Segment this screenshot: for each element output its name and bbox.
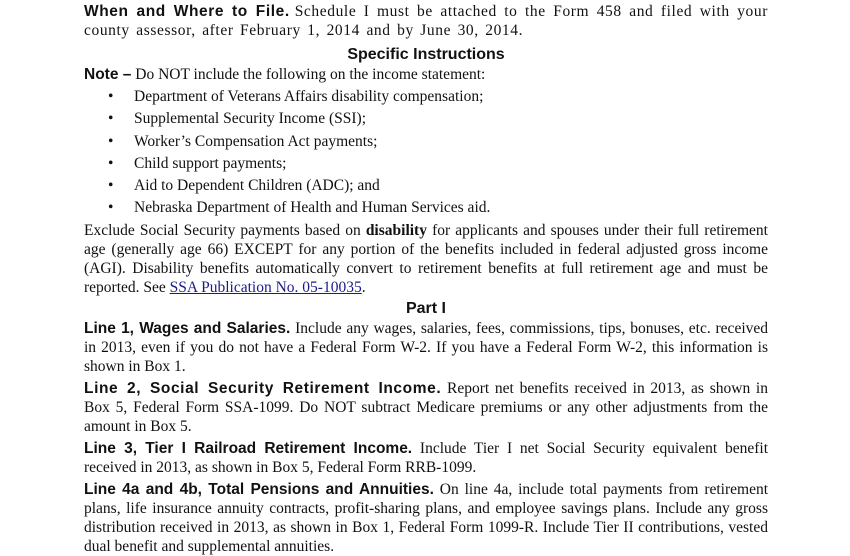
- bullet-icon: •: [108, 110, 114, 128]
- line3-lead: Line 3, Tier I Railroad Retirement Income.: [84, 439, 413, 457]
- disability-emphasis: disability: [365, 221, 427, 239]
- when-where-paragraph: [84, 2, 768, 40]
- line3-paragraph: [84, 439, 768, 477]
- note-text: Do NOT include the following on the income statement:: [135, 66, 486, 83]
- line3-text: Include Tier I net Social Security equivalent benefit received in 2013, as shown in Box 5, Federal Form RRB-1099.: [84, 439, 768, 476]
- bullet-icon: •: [108, 177, 114, 195]
- line1-lead: Line 1, Wages and Salaries.: [84, 319, 291, 337]
- line2-lead: Line 2, Social Security Retirement Income.: [84, 379, 442, 397]
- list-item: • Department of Veterans Affairs disability compensation;: [84, 86, 768, 108]
- line4-lead: Line 4a and 4b, Total Pensions and Annuities.: [84, 480, 434, 498]
- line2-paragraph: [84, 379, 768, 436]
- exclude-paragraph: Exclude Social Security payments based on disability for applicants and spouses under their full retirement age (generally age 66) EXCEPT for any portion of the benefits included in federal adjusted gross income (AGI). Disability benefits automatically convert to retirement benefits at full retirement age and must be reported. See SSA Publication No. 05-10035.: [84, 221, 768, 296]
- list-item: • Supplemental Security Income (SSI);: [84, 108, 768, 130]
- line2-text: Report net benefits received in 2013, as shown in Box 5, Federal Form SSA-1099. Do NOT subtract Medicare premiums or any other adjustments from the amount in Box 5.: [84, 379, 768, 435]
- note-paragraph: [84, 65, 768, 84]
- instructions-page: [84, 2, 768, 556]
- list-item: • Nebraska Department of Health and Human Services aid.: [84, 197, 768, 219]
- bullet-icon: •: [108, 199, 114, 217]
- exclusion-list: [84, 86, 768, 220]
- line4-text: On line 4a, include total payments from retirement plans, life insurance annuity contracts, profit-sharing plans, and employee savings plans. Include any gross distribution received in 2013, as shown in Box 1, Federal Form 1099-R. Include Tier II contributions, vested dual benefit and supplemental annuities.: [84, 480, 769, 555]
- line4-paragraph: [84, 480, 768, 556]
- when-where-text: Schedule I must be attached to the Form 458 and filed with your county assessor, after February 1, 2014 and by June 30, 2014.: [84, 3, 769, 39]
- line1-text: Include any wages, salaries, fees, commissions, tips, bonuses, etc. received in 2013, even if you do not have a Federal Form W-2. If you have a Federal Form W-2, this information is shown in Box 1.: [84, 319, 769, 375]
- list-item: • Worker’s Compensation Act payments;: [84, 131, 768, 153]
- when-where-lead: When and Where to File.: [84, 3, 290, 20]
- bullet-icon: •: [108, 154, 114, 172]
- bullet-icon: •: [108, 132, 114, 150]
- part-i-heading: Part I: [405, 299, 446, 317]
- line1-paragraph: [84, 319, 768, 376]
- list-item: • Aid to Dependent Children (ADC); and: [84, 175, 768, 197]
- note-lead: Note –: [84, 66, 132, 83]
- list-item: • Child support payments;: [84, 153, 768, 175]
- bullet-icon: •: [108, 88, 114, 105]
- specific-instructions-heading: Specific Instructions: [347, 46, 505, 63]
- ssa-publication-link[interactable]: SSA Publication No. 05-10035: [169, 278, 362, 296]
